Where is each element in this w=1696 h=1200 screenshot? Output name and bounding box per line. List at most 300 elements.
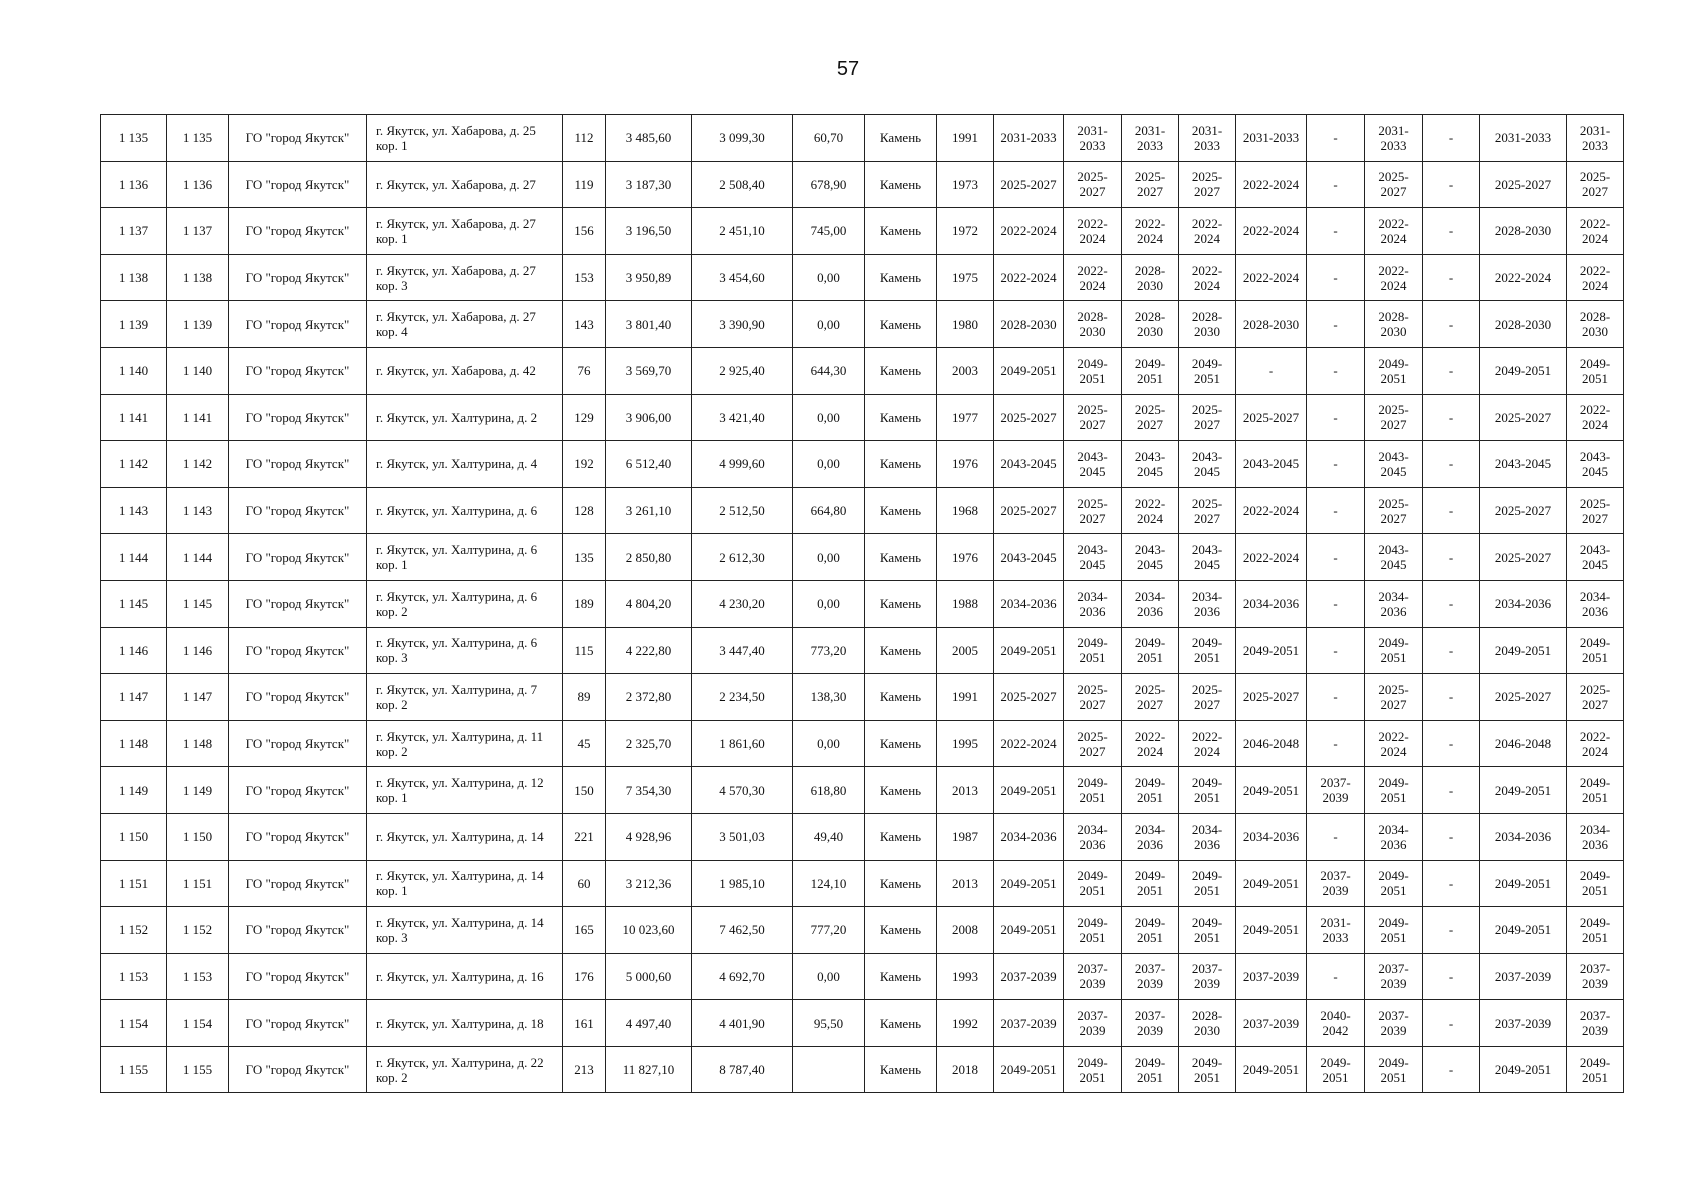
- table-cell: 2034-2036: [1480, 580, 1567, 627]
- table-cell: 4 570,30: [692, 767, 793, 814]
- table-cell: 2043-2045: [994, 441, 1064, 488]
- table-cell: 2022-2024: [994, 254, 1064, 301]
- table-cell: 1980: [937, 301, 994, 348]
- table-cell: г. Якутск, ул. Халтурина, д. 2: [367, 394, 563, 441]
- table-cell: 2037-2039: [1179, 953, 1236, 1000]
- table-cell: 2022-2024: [1365, 208, 1423, 255]
- table-cell: Камень: [865, 161, 937, 208]
- table-cell: 2049-2051: [1567, 347, 1624, 394]
- table-cell: 2025-2027: [1179, 161, 1236, 208]
- table-cell: 2049-2051: [1064, 767, 1122, 814]
- table-cell: 2049-2051: [1365, 860, 1423, 907]
- table-cell: 1 146: [101, 627, 167, 674]
- table-cell: 2049-2051: [1365, 1046, 1423, 1093]
- table-cell: 1 155: [167, 1046, 229, 1093]
- table-cell: 1 151: [101, 860, 167, 907]
- table-row: [101, 813, 1624, 860]
- table-cell: 60,70: [793, 115, 865, 162]
- table-cell: 2022-2024: [1179, 254, 1236, 301]
- table-cell: 2025-2027: [1179, 674, 1236, 721]
- table-cell: 1975: [937, 254, 994, 301]
- table-cell: 2 925,40: [692, 347, 793, 394]
- table-cell: г. Якутск, ул. Халтурина, д. 4: [367, 441, 563, 488]
- table-cell: Камень: [865, 953, 937, 1000]
- table-cell: 143: [563, 301, 606, 348]
- table-cell: 2022-2024: [1365, 720, 1423, 767]
- table-cell: 0,00: [793, 254, 865, 301]
- table-cell: ГО "город Якутск": [229, 907, 367, 954]
- table-cell: 2043-2045: [1236, 441, 1307, 488]
- table-cell: -: [1307, 674, 1365, 721]
- table-cell: 2 451,10: [692, 208, 793, 255]
- table-cell: -: [1307, 534, 1365, 581]
- table-cell: 2049-2051: [994, 1046, 1064, 1093]
- table-cell: 3 421,40: [692, 394, 793, 441]
- table-cell: 1973: [937, 161, 994, 208]
- table-cell: 2022-2024: [994, 208, 1064, 255]
- table-cell: 3 261,10: [606, 487, 692, 534]
- table-cell: ГО "город Якутск": [229, 860, 367, 907]
- table-cell: 7 462,50: [692, 907, 793, 954]
- table-cell: 2034-2036: [1179, 813, 1236, 860]
- table-cell: 1 149: [167, 767, 229, 814]
- table-cell: 4 804,20: [606, 580, 692, 627]
- table-cell: -: [1423, 1000, 1480, 1047]
- table-cell: ГО "город Якутск": [229, 534, 367, 581]
- table-row: [101, 254, 1624, 301]
- table-cell: -: [1307, 953, 1365, 1000]
- table-cell: 1 985,10: [692, 860, 793, 907]
- table-row: [101, 534, 1624, 581]
- table-cell: ГО "город Якутск": [229, 580, 367, 627]
- table-cell: 2043-2045: [1122, 441, 1179, 488]
- table-cell: 2025-2027: [1567, 674, 1624, 721]
- table-cell: 2025-2027: [1480, 487, 1567, 534]
- table-cell: 2043-2045: [1567, 534, 1624, 581]
- table-cell: 2049-2051: [994, 627, 1064, 674]
- table-cell: ГО "город Якутск": [229, 394, 367, 441]
- table-cell: 2034-2036: [994, 580, 1064, 627]
- table-cell: г. Якутск, ул. Халтурина, д. 16: [367, 953, 563, 1000]
- table-cell: 3 447,40: [692, 627, 793, 674]
- table-cell: Камень: [865, 441, 937, 488]
- table-cell: 221: [563, 813, 606, 860]
- table-cell: 2037-2039: [1480, 1000, 1567, 1047]
- table-cell: 2037-2039: [1122, 1000, 1179, 1047]
- table-cell: 2037-2039: [1236, 953, 1307, 1000]
- table-cell: -: [1423, 1046, 1480, 1093]
- table-cell: -: [1423, 487, 1480, 534]
- housing-table: [100, 114, 1624, 1093]
- table-cell: 2 372,80: [606, 674, 692, 721]
- table-cell: г. Якутск, ул. Хабарова, д. 27 кор. 4: [367, 301, 563, 348]
- table-cell: г. Якутск, ул. Хабарова, д. 42: [367, 347, 563, 394]
- table-cell: 678,90: [793, 161, 865, 208]
- table-cell: 0,00: [793, 580, 865, 627]
- table-cell: 2028-2030: [1480, 301, 1567, 348]
- table-cell: 2013: [937, 860, 994, 907]
- table-cell: 2022-2024: [1567, 394, 1624, 441]
- table-cell: 1992: [937, 1000, 994, 1047]
- table-row: [101, 1046, 1624, 1093]
- table-cell: 2034-2036: [1064, 580, 1122, 627]
- table-cell: 4 928,96: [606, 813, 692, 860]
- table-cell: 2022-2024: [1365, 254, 1423, 301]
- table-cell: 4 401,90: [692, 1000, 793, 1047]
- table-cell: Камень: [865, 208, 937, 255]
- table-cell: 2018: [937, 1046, 994, 1093]
- table-cell: 2043-2045: [1567, 441, 1624, 488]
- table-cell: Камень: [865, 254, 937, 301]
- table-cell: 2005: [937, 627, 994, 674]
- table-cell: 2028-2030: [1122, 301, 1179, 348]
- table-cell: 2034-2036: [1122, 580, 1179, 627]
- table-cell: г. Якутск, ул. Хабарова, д. 27 кор. 1: [367, 208, 563, 255]
- table-cell: 2043-2045: [994, 534, 1064, 581]
- table-cell: 1 144: [167, 534, 229, 581]
- table-cell: 7 354,30: [606, 767, 692, 814]
- table-cell: 2037-2039: [994, 1000, 1064, 1047]
- table-cell: Камень: [865, 115, 937, 162]
- table-cell: 1991: [937, 115, 994, 162]
- table-cell: 2028-2030: [1122, 254, 1179, 301]
- table-cell: 3 196,50: [606, 208, 692, 255]
- table-cell: -: [1423, 347, 1480, 394]
- table-cell: 2040-2042: [1307, 1000, 1365, 1047]
- table-cell: 2037-2039: [1480, 953, 1567, 1000]
- table-cell: 2049-2051: [1122, 627, 1179, 674]
- table-cell: -: [1423, 813, 1480, 860]
- table-cell: 2034-2036: [1236, 580, 1307, 627]
- table-cell: 0,00: [793, 953, 865, 1000]
- table-cell: 2043-2045: [1064, 534, 1122, 581]
- table-cell: 60: [563, 860, 606, 907]
- table-cell: 2 234,50: [692, 674, 793, 721]
- table-cell: 2049-2051: [994, 347, 1064, 394]
- table-cell: 2037-2039: [1365, 1000, 1423, 1047]
- table-row: [101, 953, 1624, 1000]
- table-cell: 2034-2036: [1236, 813, 1307, 860]
- table-cell: ГО "город Якутск": [229, 487, 367, 534]
- table-cell: 2034-2036: [1567, 580, 1624, 627]
- table-cell: 1 152: [167, 907, 229, 954]
- table-cell: Камень: [865, 767, 937, 814]
- table-row: [101, 627, 1624, 674]
- table-cell: г. Якутск, ул. Халтурина, д. 18: [367, 1000, 563, 1047]
- table-cell: 2025-2027: [1064, 394, 1122, 441]
- table-cell: ГО "город Якутск": [229, 627, 367, 674]
- table-cell: 1 154: [167, 1000, 229, 1047]
- table-cell: 1991: [937, 674, 994, 721]
- table-cell: 176: [563, 953, 606, 1000]
- table-cell: г. Якутск, ул. Хабарова, д. 27: [367, 161, 563, 208]
- table-cell: 2025-2027: [1064, 487, 1122, 534]
- table-cell: -: [1307, 394, 1365, 441]
- table-cell: 213: [563, 1046, 606, 1093]
- table-cell: 1 148: [167, 720, 229, 767]
- table-cell: 2049-2051: [1179, 860, 1236, 907]
- table-cell: 2049-2051: [1236, 907, 1307, 954]
- table-cell: 2025-2027: [1567, 161, 1624, 208]
- table-cell: 2037-2039: [1365, 953, 1423, 1000]
- table-cell: 2022-2024: [1122, 208, 1179, 255]
- table-cell: 2031-2033: [1064, 115, 1122, 162]
- table-row: [101, 860, 1624, 907]
- table-cell: 1 145: [101, 580, 167, 627]
- table-cell: 2022-2024: [1064, 254, 1122, 301]
- table-cell: Камень: [865, 907, 937, 954]
- table-cell: 1 135: [101, 115, 167, 162]
- table-cell: 4 692,70: [692, 953, 793, 1000]
- table-cell: 2049-2051: [1480, 1046, 1567, 1093]
- table-cell: 2013: [937, 767, 994, 814]
- table-cell: 2043-2045: [1179, 441, 1236, 488]
- table-cell: 2025-2027: [1179, 394, 1236, 441]
- table-cell: 2049-2051: [1365, 767, 1423, 814]
- table-cell: 2049-2051: [1480, 907, 1567, 954]
- table-cell: -: [1423, 208, 1480, 255]
- table-cell: 45: [563, 720, 606, 767]
- table-cell: 2049-2051: [1122, 1046, 1179, 1093]
- table-cell: 115: [563, 627, 606, 674]
- table-cell: 2028-2030: [1064, 301, 1122, 348]
- table-cell: Камень: [865, 720, 937, 767]
- table-cell: 2049-2051: [1179, 627, 1236, 674]
- table-cell: -: [1423, 580, 1480, 627]
- table-cell: 2049-2051: [1179, 767, 1236, 814]
- table-cell: 1 148: [101, 720, 167, 767]
- table-cell: 2025-2027: [1122, 674, 1179, 721]
- table-cell: Камень: [865, 1046, 937, 1093]
- table-cell: Камень: [865, 813, 937, 860]
- table-cell: 2034-2036: [1122, 813, 1179, 860]
- table-cell: 2031-2033: [1567, 115, 1624, 162]
- table-cell: Камень: [865, 580, 937, 627]
- table-cell: -: [1423, 860, 1480, 907]
- table-cell: г. Якутск, ул. Халтурина, д. 14 кор. 3: [367, 907, 563, 954]
- table-cell: 2 508,40: [692, 161, 793, 208]
- table-cell: 2025-2027: [1365, 161, 1423, 208]
- table-cell: 745,00: [793, 208, 865, 255]
- table-cell: г. Якутск, ул. Халтурина, д. 14 кор. 1: [367, 860, 563, 907]
- table-cell: 2025-2027: [1480, 161, 1567, 208]
- table-cell: 2025-2027: [1064, 674, 1122, 721]
- table-cell: 2 325,70: [606, 720, 692, 767]
- table-cell: 0,00: [793, 394, 865, 441]
- table-cell: 2022-2024: [1122, 720, 1179, 767]
- table-cell: 95,50: [793, 1000, 865, 1047]
- table-cell: 2028-2030: [994, 301, 1064, 348]
- table-cell: 2037-2039: [1122, 953, 1179, 1000]
- table-cell: 2049-2051: [1567, 767, 1624, 814]
- table-cell: 2022-2024: [994, 720, 1064, 767]
- table-cell: ГО "город Якутск": [229, 301, 367, 348]
- table-cell: 3 390,90: [692, 301, 793, 348]
- table-cell: 2022-2024: [1236, 161, 1307, 208]
- table-cell: 2049-2051: [1307, 1046, 1365, 1093]
- table-cell: -: [1307, 487, 1365, 534]
- table-cell: ГО "город Якутск": [229, 1046, 367, 1093]
- table-cell: 1 142: [101, 441, 167, 488]
- table-cell: 1987: [937, 813, 994, 860]
- table-cell: 3 950,89: [606, 254, 692, 301]
- table-cell: 2031-2033: [1480, 115, 1567, 162]
- table-row: [101, 907, 1624, 954]
- table-cell: 2049-2051: [1567, 627, 1624, 674]
- table-cell: 11 827,10: [606, 1046, 692, 1093]
- table-cell: 4 222,80: [606, 627, 692, 674]
- table-cell: 2 512,50: [692, 487, 793, 534]
- table-cell: 1 143: [167, 487, 229, 534]
- table-cell: 2049-2051: [1064, 347, 1122, 394]
- table-cell: 3 485,60: [606, 115, 692, 162]
- table-cell: ГО "город Якутск": [229, 254, 367, 301]
- table-cell: 2049-2051: [1179, 1046, 1236, 1093]
- table-cell: -: [1423, 627, 1480, 674]
- table-cell: 2022-2024: [1567, 254, 1624, 301]
- table-cell: 2037-2039: [1236, 1000, 1307, 1047]
- table-cell: 2 612,30: [692, 534, 793, 581]
- table-cell: г. Якутск, ул. Халтурина, д. 12 кор. 1: [367, 767, 563, 814]
- table-cell: 1 152: [101, 907, 167, 954]
- table-cell: -: [1236, 347, 1307, 394]
- table-cell: ГО "город Якутск": [229, 441, 367, 488]
- table-cell: 1 150: [101, 813, 167, 860]
- table-cell: 2025-2027: [1480, 674, 1567, 721]
- table-cell: 1 153: [101, 953, 167, 1000]
- table-row: [101, 720, 1624, 767]
- table-cell: 2028-2030: [1179, 1000, 1236, 1047]
- table-cell: 2043-2045: [1122, 534, 1179, 581]
- table-cell: 2037-2039: [1567, 953, 1624, 1000]
- table-cell: 2037-2039: [1064, 953, 1122, 1000]
- table-cell: 3 454,60: [692, 254, 793, 301]
- table-cell: 2049-2051: [1236, 860, 1307, 907]
- table-cell: 2043-2045: [1365, 534, 1423, 581]
- table-cell: 165: [563, 907, 606, 954]
- table-cell: -: [1423, 720, 1480, 767]
- table-cell: 2049-2051: [1236, 627, 1307, 674]
- table-cell: 6 512,40: [606, 441, 692, 488]
- table-cell: 2049-2051: [1567, 907, 1624, 954]
- table-cell: 2049-2051: [994, 767, 1064, 814]
- table-cell: Камень: [865, 534, 937, 581]
- table-cell: г. Якутск, ул. Халтурина, д. 6: [367, 487, 563, 534]
- table-cell: 2031-2033: [1179, 115, 1236, 162]
- table-cell: 2025-2027: [1480, 394, 1567, 441]
- table-cell: ГО "город Якутск": [229, 767, 367, 814]
- table-cell: -: [1307, 208, 1365, 255]
- table-cell: 8 787,40: [692, 1046, 793, 1093]
- table-cell: 2 850,80: [606, 534, 692, 581]
- table-cell: 1 138: [101, 254, 167, 301]
- table-cell: 2022-2024: [1480, 254, 1567, 301]
- table-cell: 2025-2027: [994, 487, 1064, 534]
- table-cell: 2028-2030: [1236, 301, 1307, 348]
- table-cell: 0,00: [793, 441, 865, 488]
- table-cell: 2025-2027: [1365, 394, 1423, 441]
- page-number: 57: [836, 58, 860, 80]
- table-cell: -: [1307, 161, 1365, 208]
- table-cell: 2025-2027: [1365, 487, 1423, 534]
- table-cell: 5 000,60: [606, 953, 692, 1000]
- table-cell: 76: [563, 347, 606, 394]
- table-cell: 2031-2033: [1307, 907, 1365, 954]
- table-cell: 2031-2033: [1122, 115, 1179, 162]
- table-cell: 2049-2051: [1567, 860, 1624, 907]
- table-cell: 2043-2045: [1365, 441, 1423, 488]
- table-cell: 10 023,60: [606, 907, 692, 954]
- table-cell: ГО "город Якутск": [229, 674, 367, 721]
- table-cell: 1976: [937, 534, 994, 581]
- table-row: [101, 115, 1624, 162]
- table-cell: 2034-2036: [1064, 813, 1122, 860]
- table-cell: 2025-2027: [994, 394, 1064, 441]
- table-cell: Камень: [865, 347, 937, 394]
- table-cell: 2049-2051: [1064, 907, 1122, 954]
- table-cell: г. Якутск, ул. Халтурина, д. 6 кор. 3: [367, 627, 563, 674]
- table-cell: -: [1423, 767, 1480, 814]
- table-cell: г. Якутск, ул. Хабарова, д. 27 кор. 3: [367, 254, 563, 301]
- table-cell: 1 149: [101, 767, 167, 814]
- table-cell: 2028-2030: [1480, 208, 1567, 255]
- table-cell: г. Якутск, ул. Халтурина, д. 6 кор. 1: [367, 534, 563, 581]
- table-cell: 189: [563, 580, 606, 627]
- table-cell: 2022-2024: [1179, 208, 1236, 255]
- table-cell: 644,30: [793, 347, 865, 394]
- table-row: [101, 580, 1624, 627]
- table-cell: 4 230,20: [692, 580, 793, 627]
- table-cell: 2034-2036: [994, 813, 1064, 860]
- table-cell: 1 147: [167, 674, 229, 721]
- table-cell: 2037-2039: [1567, 1000, 1624, 1047]
- table-cell: 2034-2036: [1480, 813, 1567, 860]
- table-cell: 2037-2039: [1307, 860, 1365, 907]
- table-cell: -: [1307, 441, 1365, 488]
- table-cell: 2043-2045: [1179, 534, 1236, 581]
- table-cell: 2025-2027: [994, 674, 1064, 721]
- table-cell: 2034-2036: [1179, 580, 1236, 627]
- table-cell: 1 146: [167, 627, 229, 674]
- table-cell: ГО "город Якутск": [229, 161, 367, 208]
- table-row: [101, 394, 1624, 441]
- table-cell: [793, 1046, 865, 1093]
- table-cell: 618,80: [793, 767, 865, 814]
- table-cell: 2049-2051: [1567, 1046, 1624, 1093]
- table-cell: г. Якутск, ул. Халтурина, д. 7 кор. 2: [367, 674, 563, 721]
- table-cell: 124,10: [793, 860, 865, 907]
- table-cell: ГО "город Якутск": [229, 347, 367, 394]
- table-cell: 1 861,60: [692, 720, 793, 767]
- table-cell: -: [1423, 441, 1480, 488]
- table-cell: 1 139: [101, 301, 167, 348]
- table-cell: 1 144: [101, 534, 167, 581]
- table-cell: 2046-2048: [1480, 720, 1567, 767]
- table-cell: -: [1423, 254, 1480, 301]
- table-cell: 2049-2051: [1122, 767, 1179, 814]
- table-cell: 3 212,36: [606, 860, 692, 907]
- table-cell: 2049-2051: [1064, 1046, 1122, 1093]
- table-cell: 2049-2051: [1122, 860, 1179, 907]
- table-cell: 2049-2051: [1064, 860, 1122, 907]
- table-cell: 1 137: [167, 208, 229, 255]
- table-cell: Камень: [865, 487, 937, 534]
- table-row: [101, 208, 1624, 255]
- table-cell: 4 497,40: [606, 1000, 692, 1047]
- table-cell: 2025-2027: [1064, 720, 1122, 767]
- table-cell: 2043-2045: [1480, 441, 1567, 488]
- table-cell: 2049-2051: [1480, 767, 1567, 814]
